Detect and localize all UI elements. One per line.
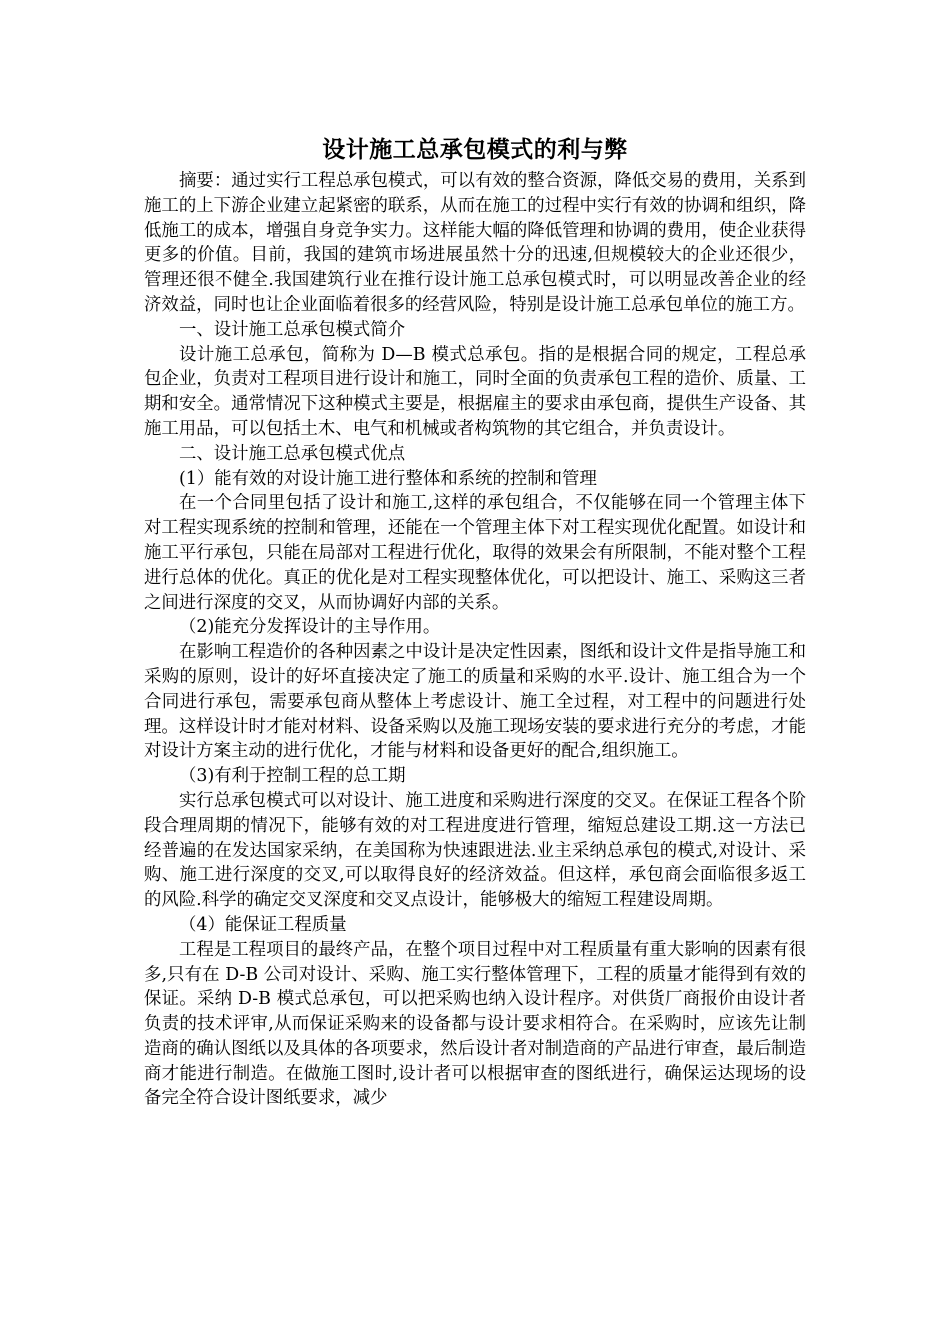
item-paragraph-4: 工程是工程项目的最终产品，在整个项目过程中对工程质量有重大影响的因素有很多,只有在 D-B 公司对设计、采购、施工实行整体管理下，工程的质量才能得到有效的保证。采纳 D-B 模式总承包，可以把采购也纳入设计程序。对供货厂商报价由设计者负责的技术评审,从而保证采购来的设备都与设计要求相符合。在采购时，应该先让制造商的确认图纸以及具体的各项要求，然后设计者对制造商的产品进行审查，最后制造商才能进行制造。在做施工图时,设计者可以根据审查的图纸进行，确保运达现场的设备完全符合设计图纸要求，减少 — [144, 939, 806, 1109]
item-paragraph-1: 在一个合同里包括了设计和施工,这样的承包组合，不仅能够在同一个管理主体下对工程实现系统的控制和管理，还能在一个管理主体下对工程实现优化配置。如设计和施工平行承包，只能在局部对工程进行优化，取得的效果会有所限制，不能对整个工程进行总体的优化。真正的优化是对工程实现整体优化，可以把设计、施工、采购这三者之间进行深度的交叉，从而协调好内部的关系。 — [144, 493, 806, 613]
section-intro-paragraph: 设计施工总承包，简称为 D—B 模式总承包。指的是根据合同的规定，工程总承包企业，负责对工程项目进行设计和施工，同时全面的负责承包工程的造价、质量、工期和安全。通常情况下这种模式主要是，根据雇主的要求由承包商，提供生产设备、其施工用品，可以包括土木、电气和机械或者构筑物的其它组合，并负责设计。 — [144, 344, 806, 439]
document-page — [144, 133, 806, 1111]
abstract-paragraph: 摘要：通过实行工程总承包模式，可以有效的整合资源，降低交易的费用，关系到施工的上下游企业建立起紧密的联系，从而在施工的过程中实行有效的协调和组织，降低施工的成本，增强自身竞争实力。这样能大幅的降低管理和协调的费用，使企业获得更多的价值。目前，我国的建筑市场进展虽然十分的迅速,但规模较大的企业还很少，管理还很不健全.我国建筑行业在推行设计施工总承包模式时，可以明显改善企业的经济效益，同时也让企业面临着很多的经营风险，特别是设计施工总承包单位的施工方。 — [144, 171, 806, 315]
item-paragraph-2: 在影响工程造价的各种因素之中设计是决定性因素，图纸和设计文件是指导施工和采购的原则，设计的好坏直接决定了施工的质量和采购的水平.设计、施工组合为一个合同进行承包，需要承包商从整体上考虑设计、施工全过程，对工程中的问题进行处理。这样设计时才能对材料、设备采购以及施工现场安装的要求进行充分的考虑，才能对设计方案主动的进行优化，才能与材料和设备更好的配合,组织施工。 — [144, 642, 806, 762]
section-heading-advantages: 二、设计施工总承包模式优点 — [179, 443, 406, 464]
document-title: 设计施工总承包模式的利与弊 — [322, 136, 628, 163]
item-heading-2: （2)能充分发挥设计的主导作用。 — [179, 617, 441, 638]
section-heading-intro: 一、设计施工总承包模式简介 — [179, 319, 406, 340]
item-paragraph-3: 实行总承包模式可以对设计、施工进度和采购进行深度的交叉。在保证工程各个阶段合理周期的情况下，能够有效的对工程进度进行管理，缩短总建设工期.这一方法已经普遍的在发达国家采纳，在美国称为快速跟进法.业主采纳总承包的模式,对设计、采购、施工进行深度的交叉,可以取得良好的经济效益。但这样，承包商会面临很多返工的风险.科学的确定交叉深度和交叉点设计，能够极大的缩短工程建设周期。 — [144, 790, 806, 911]
item-heading-4: （4）能保证工程质量 — [179, 914, 347, 935]
item-heading-1: (1）能有效的对设计施工进行整体和系统的控制和管理 — [179, 468, 597, 489]
item-heading-3: （3)有利于控制工程的总工期 — [179, 766, 406, 787]
